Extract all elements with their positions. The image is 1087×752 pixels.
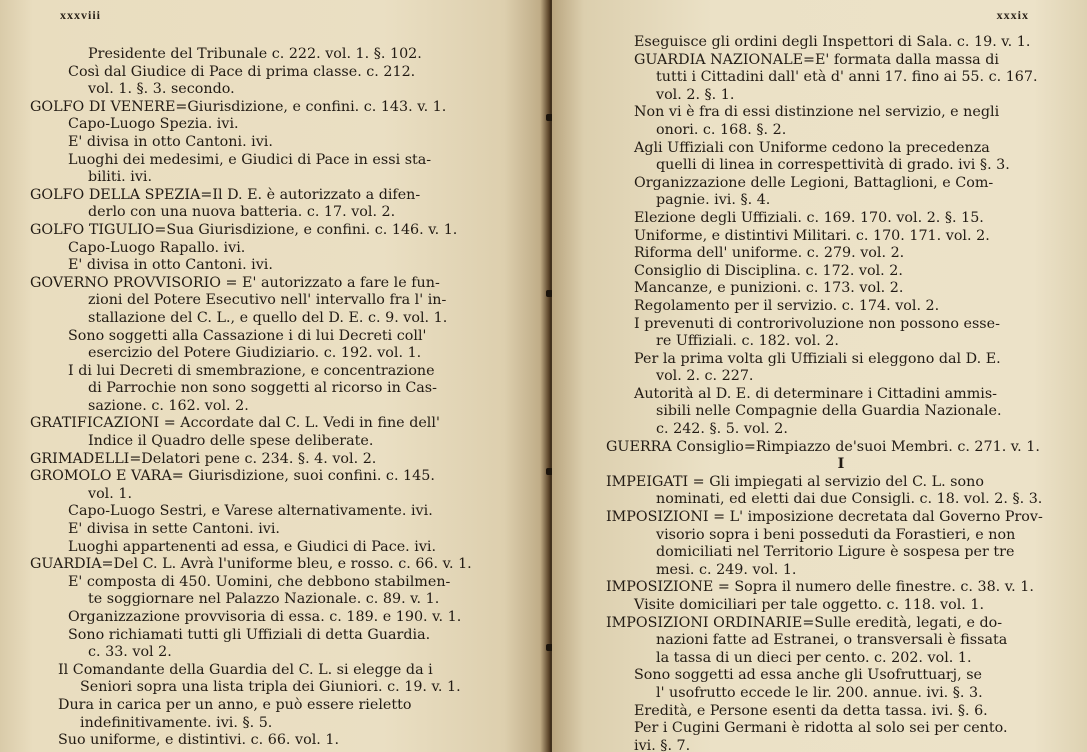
index-entry: GOVERNO PROVVISORIO = E' autorizzato a fare le fun- (30, 274, 440, 291)
text-line: di Parrochie non sono soggetti al ricorso in Cas- (88, 380, 437, 397)
text-line: mesi. c. 249. vol. 1. (656, 561, 797, 578)
text-line: sazione. c. 162. vol. 2. (88, 397, 249, 414)
text-line: Così dal Giudice di Pace di prima classe. c. 212. (68, 63, 416, 80)
text-line: vol. 2. §. 1. (656, 86, 735, 103)
index-entry: GROMOLO E VARA= Giurisdizione, suoi confini. c. 145. (30, 468, 435, 485)
text-line: E' divisa in otto Cantoni. ivi. (68, 257, 273, 274)
index-text (606, 34, 1076, 752)
text-line: Visite domiciliari per tale oggetto. c. 118. vol. 1. (634, 597, 985, 613)
index-entry: IMPOSIZIONE = Sopra il numero delle finestre. c. 38. v. 1. (606, 579, 1034, 596)
text-line: quelli di linea in correspettività di grado. ivi §. 3. (656, 157, 1010, 174)
index-entry: GOLFO TIGULIO=Sua Giurisdizione, e confini. c. 146. v. 1. (30, 221, 458, 238)
text-line: Mancanze, e punizioni. c. 173. vol. 2. (634, 280, 904, 297)
text-line: Per i Cugini Germani è ridotta al solo sei per cento. (634, 720, 1008, 737)
text-line: E' divisa in sette Cantoni. ivi. (68, 521, 280, 538)
text-line: Luoghi dei medesimi, e Giudici di Pace in essi sta- (68, 151, 432, 168)
text-line: Eredità, e Persone esenti da detta tassa. ivi. §. 6. (634, 702, 988, 719)
text-line: Seniori sopra una lista tripla dei Giuniori. c. 19. v. 1. (80, 679, 461, 696)
text-line: Suo uniforme, e distintivi. c. 66. vol. 1. (58, 732, 339, 749)
text-line: pagnie. ivi. §. 4. (656, 192, 771, 209)
index-entry: GOLFO DI VENERE=Giurisdizione, e confini. c. 143. v. 1. (30, 98, 447, 115)
index-entry: GOLFO DELLA SPEZIA=Il D. E. è autorizzato a difen- (30, 186, 421, 203)
text-line: c. 33. vol 2. (88, 644, 172, 661)
text-line: Autorità al D. E. di determinare i Cittadini ammis- (634, 385, 998, 402)
text-line: vol. 1. §. 3. secondo. (88, 81, 235, 98)
text-line: Eseguisce gli ordini degli Inspettori di Sala. c. 19. v. 1. (634, 34, 1031, 50)
text-line: Luoghi appartenenti ad essa, e Giudici di Pace. ivi. (68, 538, 437, 555)
text-line: domiciliati nel Territorio Ligure è sospesa per tre (656, 544, 1015, 561)
text-line: Capo-Luogo Rapallo. ivi. (68, 239, 246, 256)
index-text (30, 46, 500, 750)
index-entry: IMPOSIZIONI ORDINARIE=Sulle eredità, legati, e do- (606, 614, 1003, 631)
text-line: nazioni fatte ad Estranei, o transversali è fissata (656, 632, 1008, 649)
index-entry: GUARDIA=Del C. L. Avrà l'uniforme bleu, e rosso. c. 66. v. 1. (30, 556, 472, 573)
text-line: biliti. ivi. (88, 169, 153, 186)
index-entry: GUARDIA NAZIONALE=E' formata dalla massa di (634, 51, 999, 68)
index-entry: GUERRA Consiglio=Rimpiazzo de'suoi Membri. c. 271. v. 1. (606, 438, 1040, 455)
text-line: Consiglio di Disciplina. c. 172. vol. 2. (634, 262, 903, 279)
text-line: te soggiornare nel Palazzo Nazionale. c. 89. v. 1. (88, 591, 440, 608)
page-number: xxxix (996, 8, 1029, 22)
text-line: Capo-Luogo Spezia. ivi. (68, 116, 239, 133)
text-line: Il Comandante della Guardia del C. L. si elegge da i (58, 661, 433, 678)
text-line: c. 242. §. 5. vol. 2. (656, 421, 788, 438)
text-line: derlo con una nuova batteria. c. 17. vol. 2. (88, 204, 396, 221)
text-line: Capo-Luogo Sestri, e Varese alternativamente. ivi. (68, 503, 433, 520)
text-line: E' composta di 450. Uomini, che debbono stabilmen- (68, 573, 451, 590)
text-line: Organizzazione provvisoria di essa. c. 189. e 190. v. 1. (68, 609, 462, 625)
text-line: Dura in carica per un anno, e può essere rieletto (58, 696, 412, 713)
text-line: onori. c. 168. §. 2. (656, 121, 787, 138)
text-line: vol. 2. c. 227. (656, 368, 754, 385)
text-line: Regolamento per il servizio. c. 174. vol. 2. (634, 297, 940, 314)
index-entry: IMPEIGATI = Gli impiegati al servizio del C. L. sono (606, 473, 984, 490)
text-line: Per la prima volta gli Uffiziali si eleggono dal D. E. (634, 350, 1001, 367)
text-line: la tassa di un dieci per cento. c. 202. vol. 1. (656, 649, 972, 666)
text-line: Presidente del Tribunale c. 222. vol. 1. §. 102. (88, 46, 422, 62)
index-entry: IMPOSIZIONI = L' imposizione decretata dal Governo Prov- (606, 509, 1043, 526)
text-line: I di lui Decreti di smembrazione, e concentrazione (68, 362, 435, 379)
text-line: visorio sopra i beni posseduti da Forastieri, e non (656, 526, 1016, 543)
text-line: Riforma dell' uniforme. c. 279. vol. 2. (634, 245, 905, 262)
index-entry: GRATIFICAZIONI = Accordate dal C. L. Vedi in fine dell' (30, 415, 440, 432)
page-number: xxxviii (60, 8, 102, 22)
text-line: Non vi è fra di essi distinzione nel servizio, e negli (634, 104, 1000, 121)
text-line: I prevenuti di controrivoluzione non possono esse- (634, 315, 1000, 332)
text-line: Uniforme, e distintivi Militari. c. 170. 171. vol. 2. (634, 227, 990, 244)
text-line: vol. 1. (88, 485, 132, 502)
text-line: Sono soggetti ad essa anche gli Usofruttuarj, se (634, 667, 982, 684)
text-line: stallazione del C. L., e quello del D. E. c. 9. vol. 1. (88, 309, 448, 326)
text-line: Indice il Quadro delle spese deliberate. (88, 433, 374, 450)
section-letter: I (837, 456, 845, 473)
text-line: zioni del Potere Esecutivo nell' intervallo fra l' in- (88, 292, 447, 309)
text-line: indefinitivamente. ivi. §. 5. (80, 714, 273, 731)
text-line: re Uffiziali. c. 182. vol. 2. (656, 333, 839, 350)
text-line: Sono soggetti alla Cassazione i di lui Decreti coll' (68, 327, 427, 344)
text-line: ivi. §. 7. (634, 737, 691, 752)
text-line: Agli Uffiziali con Uniforme cedono la precedenza (634, 139, 990, 156)
text-line: l' usofrutto eccede le lir. 200. annue. ivi. §. 3. (656, 684, 983, 701)
text-line: Organizzazione delle Legioni, Battaglioni, e Com- (634, 174, 994, 191)
text-line: sibili nelle Compagnie della Guardia Nazionale. (656, 403, 1002, 420)
text-line: Elezione degli Uffiziali. c. 169. 170. vol. 2. §. 15. (634, 209, 984, 226)
text-line: esercizio del Potere Giudiziario. c. 192. vol. 1. (88, 345, 422, 362)
text-line: Sono richiamati tutti gli Uffiziali di detta Guardia. (68, 626, 431, 643)
right-page (552, 0, 1087, 752)
text-line: nominati, ed eletti dai due Consigli. c. 18. vol. 2. §. 3. (656, 491, 1043, 508)
index-entry: GRIMADELLI=Delatori pene c. 234. §. 4. vol. 2. (30, 450, 377, 467)
text-line: E' divisa in otto Cantoni. ivi. (68, 133, 273, 150)
text-line: tutti i Cittadini dall' età d' anni 17. fino ai 55. c. 167. (656, 69, 1038, 86)
